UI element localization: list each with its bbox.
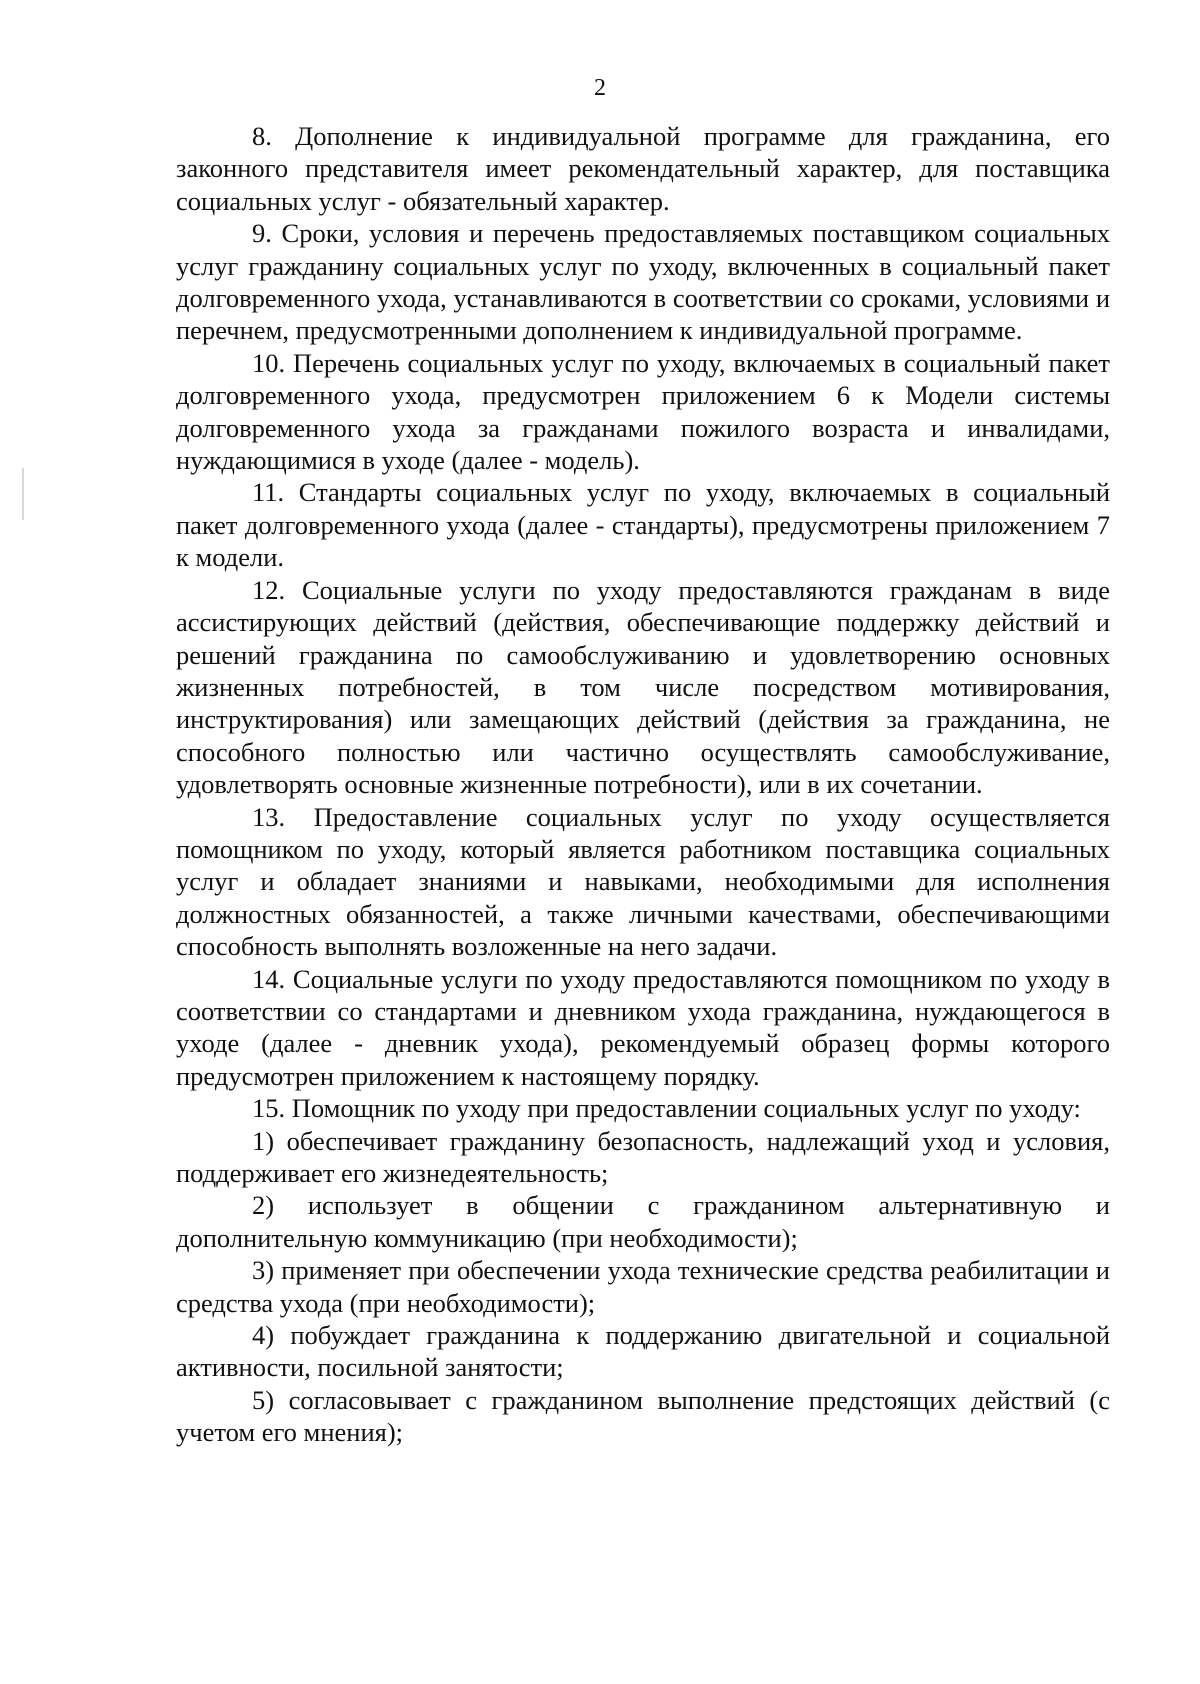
paragraph-12: 12. Социальные услуги по уходу предоставляются гражданам в виде ассистирующих действий (действия, обеспечивающие поддержку действий и решений гражданина по самообслуживанию и удовлетворению основных жизненных потребностей, в том числе посредством мотивирования, инструктирования) или замещающих действий (действия за гражданина, не способного полностью или частично осуществлять самообслуживание, удовлетворять основные жизненные потребности), или в их сочетании. — [176, 574, 1110, 800]
paragraph-8: 8. Дополнение к индивидуальной программе для гражданина, его законного представителя имеет рекомендательный характер, для поставщика социальных услуг - обязательный характер. — [176, 121, 1110, 216]
paragraph-10: 10. Перечень социальных услуг по уходу, включаемых в социальный пакет долговременного ухода, предусмотрен приложением 6 к Модели системы долговременного ухода за гражданами пожилого возраста и инвалидами, нуждающимися в уходе (далее - модель). — [176, 347, 1110, 476]
list-item-4: 4) побуждает гражданина к поддержанию двигательной и социальной активности, посильной занятости; — [176, 1320, 1110, 1383]
list-item-3: 3) применяет при обеспечении ухода технические средства реабилитации и средства ухода (при необходимости); — [176, 1255, 1110, 1318]
paragraph-15: 15. Помощник по уходу при предоставлении социальных услуг по уходу: — [252, 1093, 1081, 1124]
list-item-1: 1) обеспечивает гражданину безопасность, надлежащий уход и условия, поддерживает его жизнедеятельность; — [176, 1125, 1110, 1188]
scan-artifact — [22, 468, 24, 520]
document-body — [176, 120, 1110, 1449]
paragraph-13: 13. Предоставление социальных услуг по уходу осуществляется помощником по уходу, который является работником поставщика социальных услуг и обладает знаниями и навыками, необходимыми для исполнения должностных обязанностей, а также личными качествами, обеспечивающими способность выполнять возложенные на него задачи. — [176, 801, 1110, 962]
page-number: 2 — [594, 75, 606, 101]
list-item-2: 2) использует в общении с гражданином альтернативную и дополнительную коммуникацию (при необходимости); — [176, 1190, 1110, 1253]
paragraph-14: 14. Социальные услуги по уходу предоставляются помощником по уходу в соответствии со стандартами и дневником ухода гражданина, нуждающегося в уходе (далее - дневник ухода), рекомендуемый образец формы которого предусмотрен приложением к настоящему порядку. — [176, 963, 1110, 1091]
paragraph-9: 9. Сроки, условия и перечень предоставляемых поставщиком социальных услуг гражданину социальных услуг по уходу, включенных в социальный пакет долговременного ухода, устанавливаются в соответствии со сроками, условиями и перечнем, предусмотренными дополнением к индивидуальной программе. — [176, 218, 1110, 346]
paragraph-11: 11. Стандарты социальных услуг по уходу, включаемых в социальный пакет долговременного ухода (далее - стандарты), предусмотрены приложением 7 к модели. — [176, 477, 1110, 573]
list-item-5: 5) согласовывает с гражданином выполнение предстоящих действий (с учетом его мнения); — [176, 1384, 1110, 1448]
